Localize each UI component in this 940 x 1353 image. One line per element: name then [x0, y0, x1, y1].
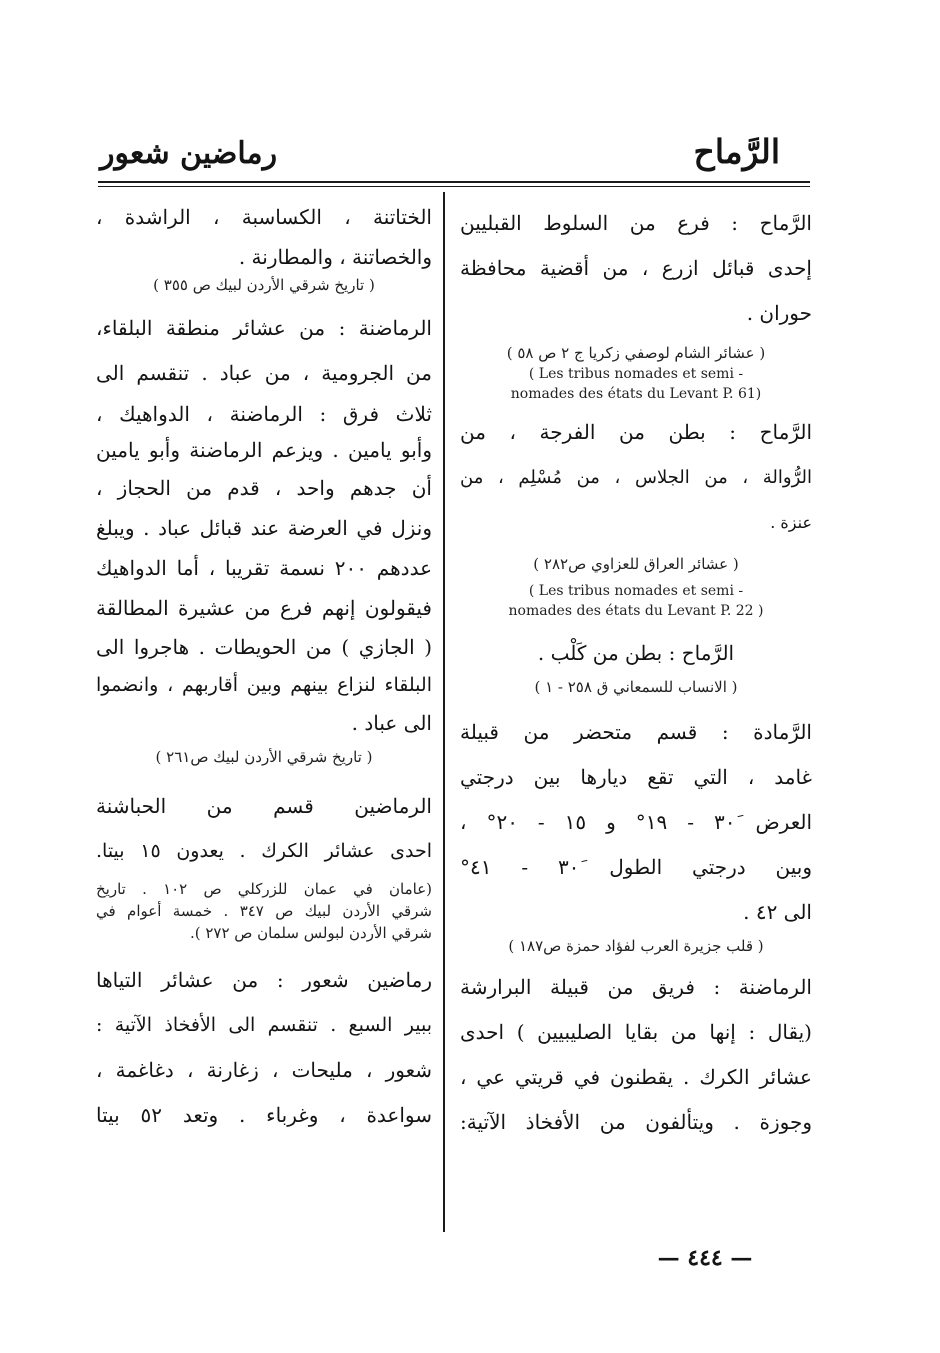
entry-line: أن جدهم واحد ، قدم من الحجاز ، — [96, 476, 432, 500]
entry-line: الرماضنة : فريق من قبيلة البرارشة — [460, 975, 812, 999]
entry-line: الرماضنة : من عشائر منطقة البلقاء، — [96, 316, 432, 340]
header-rule-secondary — [98, 186, 810, 187]
entry-line: ونزل في العرضة عند قبائل عباد . ويبلغ — [96, 516, 432, 540]
right-column — [460, 193, 812, 1145]
entry-line: من الجرومية ، من عباد . تنقسم الى — [96, 361, 432, 385]
running-head-left: رماضين شعور — [100, 136, 278, 171]
citation: ( تاريخ شرقي الأردن لبيك ص ٣٥٥ ) — [153, 276, 375, 294]
citation: ( تاريخ شرقي الأردن لبيك ص٢٦١ ) — [155, 748, 373, 766]
entry-ramadin — [96, 784, 432, 944]
citation-french: ( Les tribus nomades et semi - — [528, 366, 744, 382]
entry-continuation — [96, 195, 432, 296]
entry-rammah-2 — [460, 410, 812, 621]
entry-line: وجوزة . ويتألفون من الأفخاذ الآتية: — [460, 1110, 812, 1134]
entry-line: حوران . — [746, 301, 812, 325]
entry-line: رماضين شعور : من عشائر التياها — [96, 968, 432, 992]
entry-line: العرض ٣٠َ - ١٩° و ١٥ - ٢٠° ، — [460, 810, 812, 834]
entry-line: غامد ، التي تقع ديارها بين درجتي — [460, 765, 812, 789]
column-divider — [443, 192, 445, 1232]
entry-line: وبين درجتي الطول ٣٠َ - ٤١° — [460, 855, 812, 879]
entry-line: احدى عشائر الكرك . يعدون ١٥ بيتا. — [96, 840, 432, 862]
entry-line: ببير السبع . تنقسم الى الأفخاذ الآتية : — [96, 1014, 432, 1036]
citation-french: ( Les tribus nomades et semi - — [528, 583, 744, 599]
entry-line: الرَّماح : بطن من الفرجة ، من — [460, 420, 812, 444]
citation: (عامان في عمان للزركلي ص ١٠٢ . تاريخ — [96, 880, 433, 898]
entry-line: فيقولون إنهم فرع من عشيرة المطالقة — [96, 596, 432, 620]
entry-line: الى عباد . — [351, 711, 432, 735]
page-number: — ٤٤٤ — — [657, 1245, 753, 1271]
entry-line: البلقاء لنزاع بينهم وبين أقاربهم ، وانضموا — [96, 674, 432, 696]
citation-french: nomades des états du Levant P. 61) — [510, 386, 762, 402]
entry-line: (يقال : إنها من بقايا الصليبيين ) احدى — [460, 1020, 812, 1044]
entry-line: الختاتنة ، الكساسبة ، الراشدة ، — [96, 205, 432, 229]
entry-line: عشائر الكرك . يقطنون في قريتي عي ، — [460, 1065, 812, 1089]
left-column — [96, 193, 432, 1138]
entry-line: وأبو يامين . ويزعم الرماضنة وأبو يامين — [96, 438, 432, 462]
entry-line: الرَّماح : فرع من السلوط القبليين — [460, 211, 812, 235]
entry-rammah-1 — [460, 201, 812, 404]
citation: شرقي الأردن لبولس سلمان ص ٢٧٢ ). — [189, 924, 432, 942]
citation-french: nomades des états du Levant P. 22 ) — [508, 603, 764, 619]
entry-line: والخصاتنة ، والمطارنة . — [238, 245, 432, 269]
entry-line: شعور ، مليحات ، زغارنة ، دغاغمة ، — [96, 1058, 432, 1082]
entry-ramadin-shaour — [96, 958, 432, 1138]
citation: ( عشائر العراق للعزاوي ص٢٨٢ ) — [533, 555, 739, 573]
entry-line: سواعدة ، وغرباء . وتعد ٥٢ بيتا — [96, 1103, 432, 1127]
citation: ( الانساب للسمعاني ق ٢٥٨ - ١ ) — [534, 678, 738, 696]
citation: ( عشائر الشام لوصفي زكريا ج ٢ ص ٥٨ ) — [506, 344, 766, 362]
header-rule — [98, 181, 810, 183]
entry-rammah-3 — [460, 631, 812, 698]
citation: شرقي الأردن لبيك ص ٣٤٧ . خمسة أعوام في — [96, 902, 432, 920]
entry-line: ( الجازي ) من الحويطات . هاجروا الى — [96, 635, 432, 659]
entry-line: الرُّوالة ، من الجلاس ، من مُسْلِم ، من — [460, 467, 812, 488]
entry-line: إحدى قبائل ازرع ، من أقضية محافظة — [460, 256, 812, 280]
entry-line: عنزة . — [770, 513, 812, 532]
entry-ramadnah-karak — [460, 965, 812, 1145]
entry-line: ثلاث فرق : الرماضنة ، الدواهيك ، — [96, 402, 432, 426]
entry-line: عددهم ٢٠٠ نسمة تقريبا ، أما الدواهيك — [96, 556, 432, 580]
running-head-right: الرَّماح — [693, 132, 780, 171]
entry-ramadah — [460, 710, 812, 957]
entry-line: الرَّمادة : قسم متحضر من قبيلة — [460, 720, 812, 744]
entry-line: الرماضين قسم من الحباشنة — [96, 794, 432, 818]
entry-ramadnah-balqa — [96, 306, 432, 768]
citation: ( قلب جزيرة العرب لفؤاد حمزة ص١٨٧ ) — [508, 937, 764, 955]
entry-line: الرَّماح : بطن من كَلْب . — [537, 641, 735, 665]
entry-line: الى ٤٢ . — [743, 900, 812, 924]
